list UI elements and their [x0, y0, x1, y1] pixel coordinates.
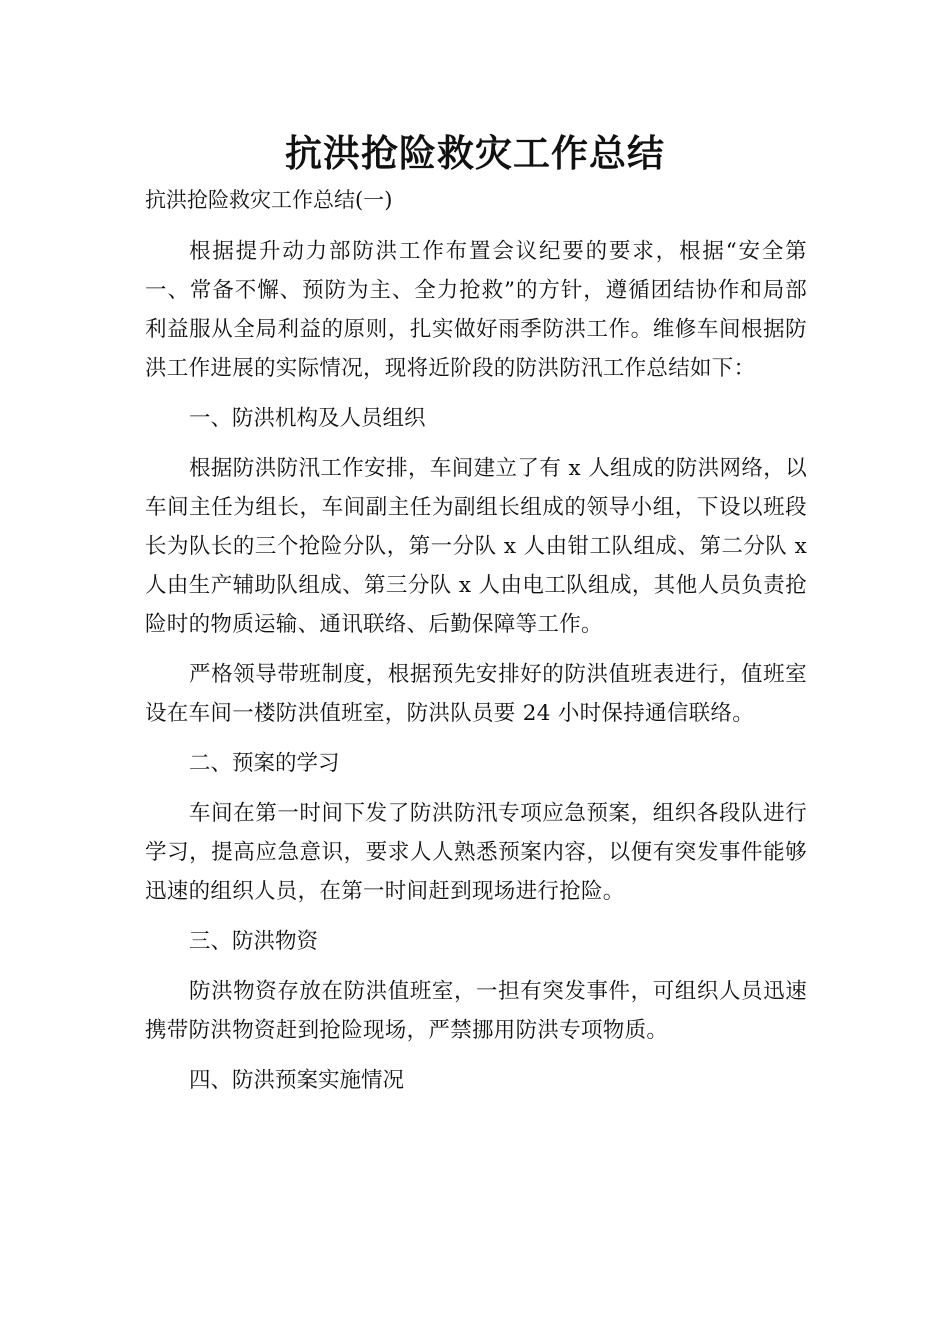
- paragraph-supplies: 防洪物资存放在防洪值班室，一担有突发事件，可组织人员迅速携带防洪物资赶到抢险现场，严禁挪用防洪专项物质。: [145, 979, 807, 1043]
- section-heading-implementation: 四、防洪预案实施情况: [189, 1068, 405, 1093]
- section-heading-supplies: 三、防洪物资: [189, 929, 319, 954]
- paragraph-duty: 严格领导带班制度，根据预先安排好的防洪值班表进行，值班室设在车间一楼防洪值班室，防洪队员要 24 小时保持通信联络。: [145, 662, 807, 726]
- section-heading-study: 二、预案的学习: [189, 751, 340, 776]
- paragraph-organization: 根据防洪防汛工作安排，车间建立了有 x 人组成的防洪网络，以车间主任为组长，车间副主任为副组长组成的领导小组，下设以班段长为队长的三个抢险分队，第一分队 x 人由钳工队组成、第二分队 x 人由生产辅助队组成、第三分队 x 人由电工队组成，其他人员负责抢险时的物质运输、通讯联络、后勤保障等工作。: [145, 456, 807, 637]
- document-title: 抗洪抢险救灾工作总结: [285, 131, 665, 175]
- paragraph-study: 车间在第一时间下发了防洪防汛专项应急预案，组织各段队进行学习，提高应急意识，要求人人熟悉预案内容，以便有突发事件能够迅速的组织人员，在第一时间赶到现场进行抢险。: [145, 801, 807, 904]
- document-body: [145, 232, 807, 1111]
- section-heading-organization: 一、防洪机构及人员组织: [189, 406, 426, 431]
- document-subtitle: 抗洪抢险救灾工作总结(一): [145, 188, 393, 212]
- paragraph-intro: 根据提升动力部防洪工作布置会议纪要的要求，根据“安全第一、常备不懈、预防为主、全力抢救”的方针，遵循团结协作和局部利益服从全局利益的原则，扎实做好雨季防洪工作。维修车间根据防洪工作进展的实际情况，现将近阶段的防洪防汛工作总结如下：: [145, 239, 807, 381]
